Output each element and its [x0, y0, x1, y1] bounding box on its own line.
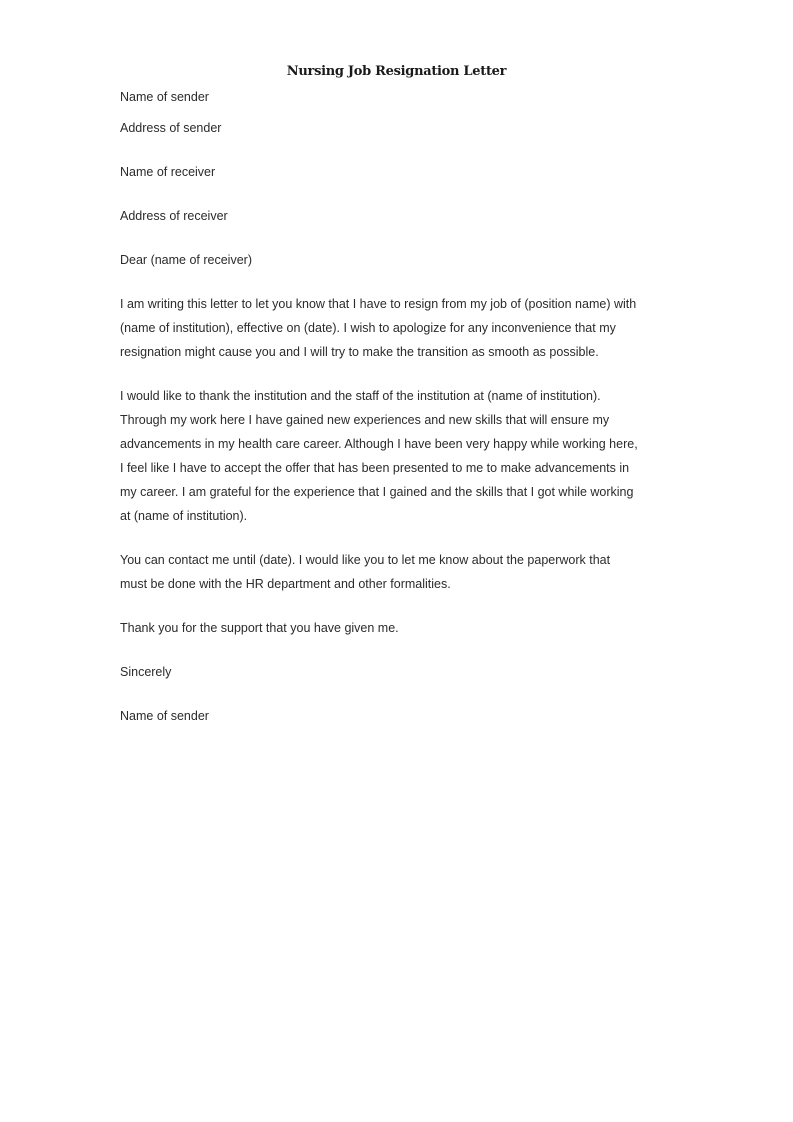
paragraph-line: resignation might cause you and I will try to make the transition as smooth as possible.: [120, 345, 599, 359]
paragraph-resignation-notice: [120, 292, 680, 364]
paragraph-contact-info: [120, 548, 680, 596]
paragraph-line: Through my work here I have gained new experiences and new skills that will ensure my: [120, 413, 610, 427]
paragraph-line: must be done with the HR department and other formalities.: [120, 577, 451, 591]
receiver-address: Address of receiver: [120, 209, 228, 223]
receiver-name: Name of receiver: [120, 165, 216, 179]
paragraph-line: I feel like I have to accept the offer that has been presented to me to make advancements in: [120, 461, 630, 475]
paragraph-line: advancements in my health care career. Although I have been very happy while working here,: [120, 437, 638, 451]
signature-name: Name of sender: [120, 709, 209, 723]
paragraph-line: I would like to thank the institution and the staff of the institution at (name of institution).: [120, 389, 601, 403]
sender-name: Name of sender: [120, 90, 209, 104]
paragraph-line: I am writing this letter to let you know that I have to resign from my job of (position name) with: [120, 297, 637, 311]
salutation: Dear (name of receiver): [120, 253, 252, 267]
paragraph-thanks-institution: [120, 384, 680, 528]
paragraph-gratitude: Thank you for the support that you have given me.: [120, 621, 399, 635]
paragraph-line: at (name of institution).: [120, 509, 248, 523]
paragraph-line: You can contact me until (date). I would like you to let me know about the paperwork that: [120, 553, 611, 567]
sender-address: Address of sender: [120, 121, 222, 135]
letter-title: Nursing Job Resignation Letter: [286, 64, 507, 79]
paragraph-line: (name of institution), effective on (date). I wish to apologize for any inconvenience that my: [120, 321, 616, 335]
closing: Sincerely: [120, 665, 172, 679]
paragraph-line: my career. I am grateful for the experience that I gained and the skills that I got while working: [120, 485, 634, 499]
